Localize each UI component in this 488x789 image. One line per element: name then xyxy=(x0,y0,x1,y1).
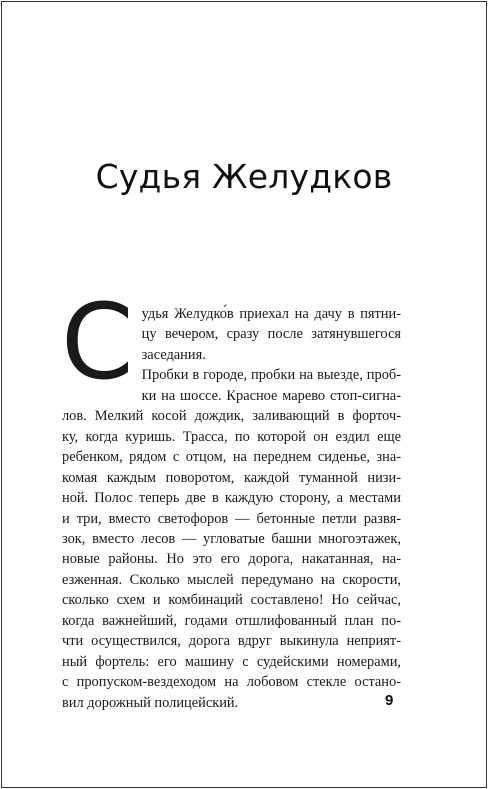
text-line: вил дорожный полицейский. xyxy=(62,694,239,711)
book-page xyxy=(1,1,487,788)
page-number: 9 xyxy=(385,692,394,709)
text-line: ной. Полос теперь две в каждую сторону, а местами xyxy=(62,490,401,507)
text-line: сколько схем и комбинаций составлено! Но сейчас, xyxy=(62,592,401,609)
text-line: комая каждым поворотом, каждой туманной низи- xyxy=(62,469,401,486)
text-line: и три, вместо светофоров — бетонные петли развя- xyxy=(62,510,401,527)
text-line: езженная. Сколько мыслей передумано на скорости, xyxy=(62,571,401,588)
text-line: Пробки в городе, пробки на выезде, проб- xyxy=(141,367,401,384)
text-line: когда важнейший, годами отшлифованный план по- xyxy=(62,612,401,629)
text-line: чти осуществился, дорога вдруг выкинула неприят- xyxy=(62,633,401,650)
text-line: заседания. xyxy=(141,346,206,363)
chapter-body xyxy=(61,281,401,713)
text-line: ный фортель: его машину с судейскими номерами, xyxy=(62,653,401,670)
drop-cap: С xyxy=(61,281,134,403)
text-line: с пропуском-вездеходом на лобовом стекле остано- xyxy=(62,674,401,691)
text-line: цу вечером, сразу после затянувшегося xyxy=(141,326,401,343)
text-line: ребенком, рядом с отцом, на переднем сиденье, зна- xyxy=(62,449,401,466)
chapter-title: Судья Желудков xyxy=(95,157,393,196)
text-line: лов. Мелкий косой дождик, заливающий в форточ- xyxy=(62,408,401,425)
text-line: зок, вместо лесов — угловатые башни многоэтажек, xyxy=(62,530,401,547)
text-line: ку, когда куришь. Трасса, по которой он ездил еще xyxy=(62,428,401,445)
text-line: удья Желудко́в приехал на дачу в пятни- xyxy=(141,306,401,322)
text-line: новые районы. Но это его дорога, накатанная, на- xyxy=(62,551,401,568)
text-line: ки на шоссе. Красное марево стоп-сигна- xyxy=(141,387,401,404)
